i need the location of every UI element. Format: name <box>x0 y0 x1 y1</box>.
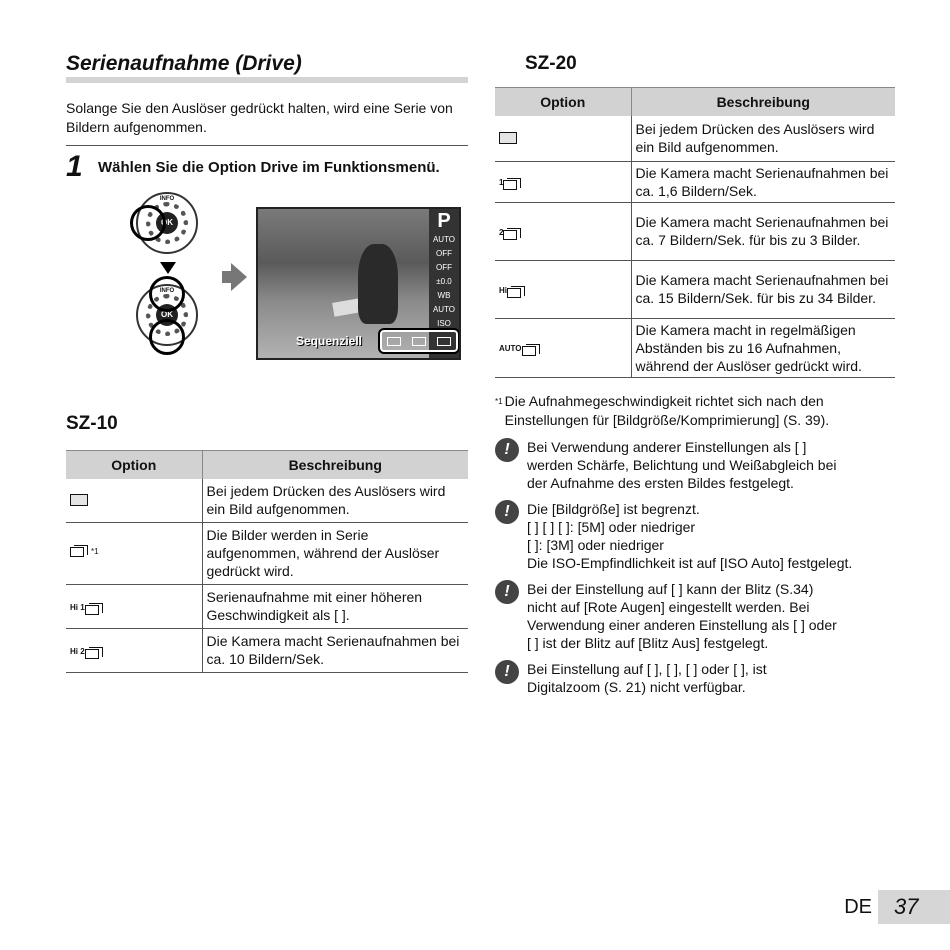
selftimer-icon: OFF <box>436 263 452 272</box>
table-row <box>495 116 895 161</box>
table-row <box>495 202 895 260</box>
continuous-1-icon: 1 <box>499 176 523 192</box>
caution-icon: ! <box>495 438 519 462</box>
table-row <box>66 479 468 522</box>
arrow-down-icon <box>160 262 176 274</box>
table-row <box>495 161 895 202</box>
single-frame-icon <box>387 337 401 346</box>
option-cell <box>66 584 202 628</box>
step-1 <box>66 152 468 182</box>
language-code: DE <box>844 895 872 918</box>
desc-cell: Die Kamera macht in regelmäßigen Abständen bis zu 16 Aufnahmen, während der Auslöser gedrückt wird. <box>631 318 895 377</box>
desc-cell: Die Kamera macht Serienaufnahmen bei ca. 7 Bildern/Sek. für bis zu 3 Bilder. <box>631 202 895 260</box>
page-footer <box>844 890 950 924</box>
highlight-bottom-icon <box>149 319 185 355</box>
hi2-icon: Hi 2 <box>70 645 105 661</box>
hi-speed-icon: Hi <box>499 284 527 300</box>
sz20-col-option: Option <box>495 88 631 117</box>
left-column <box>66 52 468 673</box>
control-dial-top <box>136 192 198 254</box>
option-cell <box>495 318 631 377</box>
control-dial-bottom <box>136 284 198 346</box>
sequence-label: Sequenziell <box>296 334 363 348</box>
program-mode-icon: P <box>437 210 451 232</box>
option-cell <box>495 116 631 161</box>
page-number: 37 <box>878 890 950 924</box>
ok-button-icon: OK <box>156 212 178 234</box>
footnote-text: Die Aufnahmegeschwindigkeit richtet sich nach den Einstellungen für [Bildgröße/Komprimierung] (S. 39). <box>504 392 830 428</box>
option-cell <box>495 202 631 260</box>
sz10-heading: SZ-10 <box>66 413 118 434</box>
footnote-mark: *1 <box>91 547 99 556</box>
hi1-icon: Hi 1 <box>70 601 105 617</box>
wb-icon: WB AUTO <box>432 291 456 314</box>
person-silhouette <box>358 244 398 324</box>
desc-cell: Bei jedem Drücken des Auslösers wird ein Bild aufgenommen. <box>202 479 468 522</box>
option-cell <box>66 628 202 672</box>
drive-illustration <box>66 192 468 392</box>
flash-icon: AUTO <box>432 235 456 244</box>
footnote-mark: *1 <box>495 396 503 406</box>
arrow-right-icon <box>231 263 247 291</box>
ok-button-icon: OK <box>156 304 178 326</box>
sz10-table <box>66 450 468 673</box>
desc-cell: Die Bilder werden in Serie aufgenommen, während der Auslöser gedrückt wird. <box>202 522 468 584</box>
table-row <box>495 260 895 318</box>
auto-sequence-icon: AUTO <box>499 342 542 358</box>
hi-speed-icon <box>437 337 451 346</box>
single-frame-icon <box>70 490 88 506</box>
camera-screen <box>256 207 461 360</box>
highlight-top-icon <box>149 276 185 312</box>
info-label: INFO <box>159 196 175 202</box>
option-cell <box>66 479 202 522</box>
sz10-col-desc: Beschreibung <box>202 451 468 480</box>
drive-options-bar <box>380 330 458 352</box>
caution-icon: ! <box>495 500 519 524</box>
table-row <box>66 584 468 628</box>
iso-icon: ISO <box>437 319 451 328</box>
intro-text: Solange Sie den Auslöser gedrückt halten, wird eine Serie von Bildern aufgenommen. <box>66 99 468 146</box>
footnote <box>495 392 895 430</box>
sz20-table <box>495 87 895 378</box>
caution-icon: ! <box>495 580 519 604</box>
desc-cell: Bei jedem Drücken des Auslösers wird ein Bild aufgenommen. <box>631 116 895 161</box>
desc-cell: Die Kamera macht Serienaufnahmen bei ca. 10 Bildern/Sek. <box>202 628 468 672</box>
section-title: Serienaufnahme (Drive) <box>66 52 468 83</box>
table-row <box>66 628 468 672</box>
table-row <box>495 318 895 377</box>
step-text: Wählen Sie die Option Drive im Funktionsmenü. <box>98 159 440 176</box>
desc-cell: Serienaufnahme mit einer höheren Geschwindigkeit als [ ]. <box>202 584 468 628</box>
table-row <box>66 522 468 584</box>
single-frame-icon <box>499 128 517 144</box>
sz20-heading: SZ-20 <box>525 53 577 74</box>
sequential-icon <box>70 543 99 559</box>
macro-icon: OFF <box>436 249 452 258</box>
info-label: INFO <box>159 288 175 294</box>
option-cell <box>66 522 202 584</box>
note-3: ! Bei der Einstellung auf [ ] kann der Blitz (S.34) nicht auf [Rote Augen] eingestellt werden. Bei Verwendung einer anderen Einstellung als [ ] oder [ ] ist der Blitz auf [Blitz Aus] festgelegt. <box>495 580 895 652</box>
step-number: 1 <box>66 150 83 183</box>
note-4: ! Bei Einstellung auf [ ], [ ], [ ] oder [ ], ist Digitalzoom (S. 21) nicht verfügbar. <box>495 660 895 696</box>
right-column <box>495 52 895 696</box>
option-cell <box>495 260 631 318</box>
note-2: ! Die [Bildgröße] ist begrenzt. [ ] [ ] [ ]: [5M] oder niedriger [ ]: [3M] oder niedriger Die ISO-Empfindlichkeit ist auf [ISO Auto] festgelegt. <box>495 500 895 572</box>
desc-cell: Die Kamera macht Serienaufnahmen bei ca. 1,6 Bildern/Sek. <box>631 161 895 202</box>
continuous-2-icon: 2 <box>499 226 523 242</box>
desc-cell: Die Kamera macht Serienaufnahmen bei ca. 15 Bildern/Sek. für bis zu 34 Bilder. <box>631 260 895 318</box>
sz20-col-desc: Beschreibung <box>631 88 895 117</box>
sz10-col-option: Option <box>66 451 202 480</box>
sequential-icon <box>412 337 426 346</box>
option-cell <box>495 161 631 202</box>
note-1: ! Bei Verwendung anderer Einstellungen als [ ] werden Schärfe, Belichtung und Weißabgleich bei der Aufnahme des ersten Bildes festgelegt. <box>495 438 895 492</box>
highlight-left-icon <box>130 205 166 241</box>
exposure-icon: ±0.0 <box>436 277 452 286</box>
caution-icon: ! <box>495 660 519 684</box>
